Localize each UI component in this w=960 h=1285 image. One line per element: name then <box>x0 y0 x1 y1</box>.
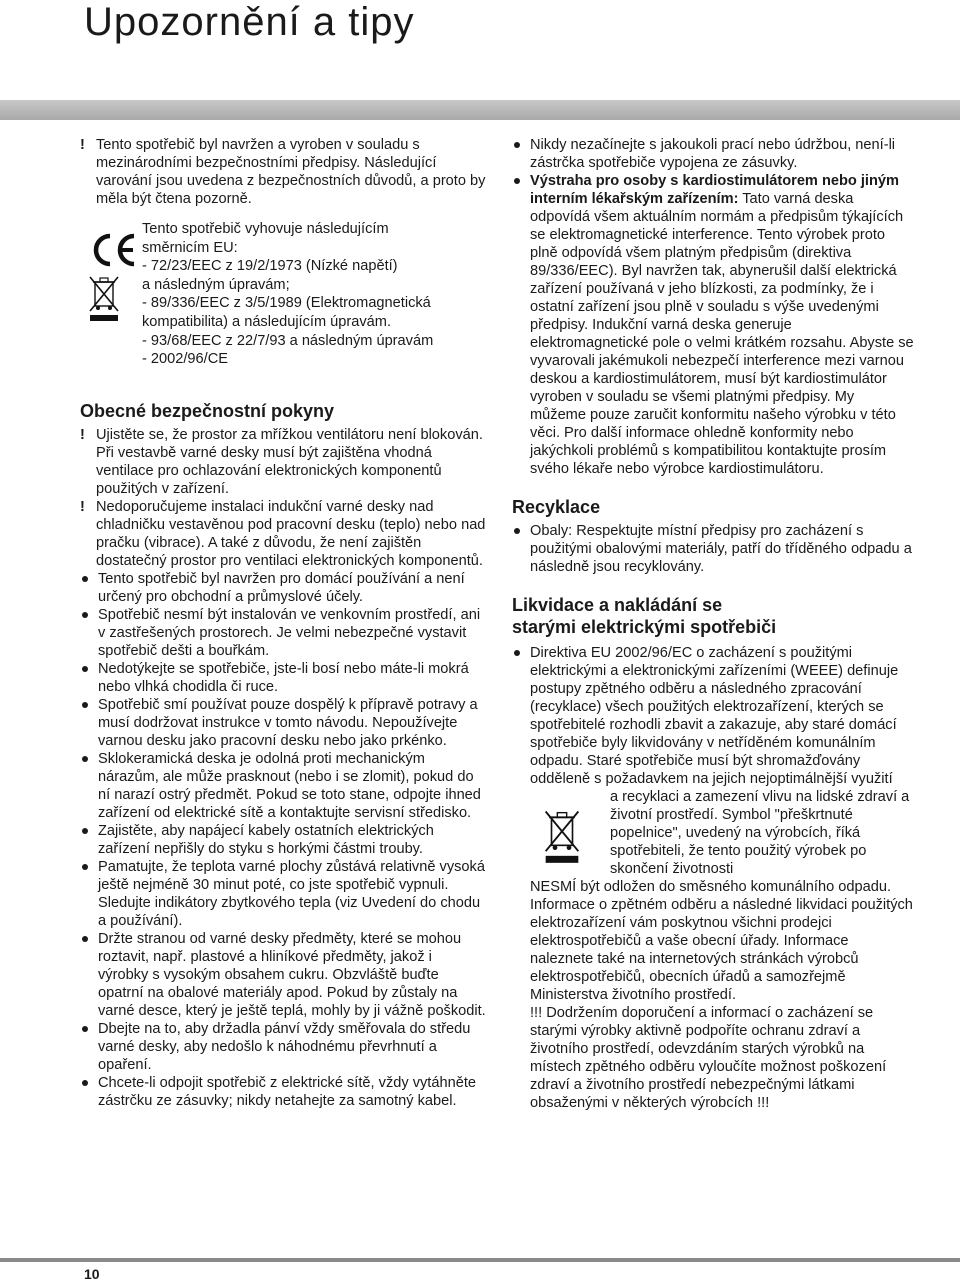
ce-line: Tento spotřebič vyhovuje následujícím <box>142 221 389 237</box>
weee-advice-paragraph: !!! Dodržením doporučení a informací o zacházení se starými výrobky aktivně podpoříte ochranu zdraví a životního prostředí, odevzdáním starých výrobků na místech zpětného odběru vyloučíte možnost poškození zdraví a životního prostředí nebezpečnými látkami obsaženými v některých výrobcích !!! <box>530 1005 887 1111</box>
bullet-icon <box>514 650 520 656</box>
bullet-icon <box>514 528 520 534</box>
bullet-icon <box>82 864 88 870</box>
list-item-text <box>530 172 914 478</box>
list-item-text: Chcete-li odpojit spotřebič z elektrické sítě, vždy vytáhněte zástrčku ze zásuvky; nikdy netahejte za samotný kabel. <box>98 1075 476 1109</box>
list-item-text: Tento spotřebič byl navržen pro domácí používání a není určený pro obchodní a průmyslové účely. <box>98 571 465 605</box>
bullet-icon <box>82 756 88 762</box>
ce-line: - 93/68/EEC z 22/7/93 a následným úpravám <box>142 332 434 349</box>
general-safety-heading: Obecné bezpečnostní pokyny <box>80 401 335 421</box>
list-item-text: Obaly: Respektujte místní předpisy pro zacházení s použitými obalovými materiály, patří do tříděného odpadu a následně jsou recyklovány. <box>530 523 912 575</box>
disposal-heading <box>512 594 914 638</box>
ce-line: - 89/336/EEC z 3/5/1989 (Elektromagnetická <box>142 295 431 312</box>
weee-continued-text: NESMÍ být odložen do směsného komunálního odpadu. <box>530 879 892 895</box>
warning-text: Nedoporučujeme instalaci indukční varné desky nad chladničku vestavěnou pod pracovní desku (teplo) nebo nad pračku (vibrace). A také z důvodu, že není zajištěn dostatečný prostor pro ventilaci elektronických komponentů. <box>96 499 486 569</box>
list-item <box>80 570 486 606</box>
list-item <box>80 822 486 858</box>
list-item <box>80 750 486 822</box>
bullet-icon <box>82 702 88 708</box>
list-item-text: Nikdy nezačínejte s jakoukoli prací nebo údržbou, není-li zástrčka spotřebiče vypojena ze zásuvky. <box>530 137 896 171</box>
list-item <box>80 858 486 930</box>
title-divider-bar <box>0 100 960 120</box>
crossed-bin-icon <box>540 808 584 864</box>
list-item-text: Zajistěte, aby napájecí kabely ostatních elektrických zařízení nepřišly do styku s horkými částmi trouby. <box>98 823 434 857</box>
page-number: 10 <box>84 1266 100 1282</box>
warning-mark: ! <box>80 499 85 515</box>
crossed-bin-icon <box>86 274 122 322</box>
bullet-icon <box>82 828 88 834</box>
list-item <box>512 136 914 172</box>
bullet-icon <box>514 178 520 184</box>
right-column <box>512 136 914 1112</box>
weee-symbol-text: a recyklaci a zamezení vlivu na lidské zdraví a životní prostředí. Symbol "přeškrtnuté popelnice", uvedený na výrobcích, říká spotřebiteli, že tento použitý výrobek po skončení životnosti <box>610 789 910 877</box>
warning-mark: ! <box>80 137 85 153</box>
ce-line: - 72/23/EEC z 19/2/1973 (Nízké napětí) <box>142 258 398 275</box>
warning-item <box>80 426 486 498</box>
warning-text: Ujistěte se, že prostor za mřížkou ventilátoru není blokován. Při vestavbě varné desky musí být zajištěna vhodná ventilace pro ochlazování elektronických komponentů použitých v zařízení. <box>96 427 483 497</box>
left-column <box>80 136 486 1110</box>
list-item <box>512 172 914 478</box>
list-item <box>80 930 486 1020</box>
ce-line: - 2002/96/CE <box>142 351 228 368</box>
list-item-text: Spotřebič smí používat pouze dospělý k přípravě potravy a musí dodržovat instrukce v tomto návodu. Nepoužívejte varnou desku jako pracovní desku nebo jako prkénko. <box>98 697 478 749</box>
list-item-text: Nedotýkejte se spotřebiče, jste-li bosí nebo máte-li mokrá nebo vlhká chodidla či ruce. <box>98 661 469 695</box>
footer-divider <box>0 1258 960 1262</box>
pacemaker-warning-lead: Výstraha pro osoby s kardiostimulátorem nebo jiným interním lékařským zařízením: <box>530 173 899 207</box>
weee-block <box>512 788 914 1112</box>
list-item <box>80 606 486 660</box>
list-item <box>80 1020 486 1074</box>
list-item-text: Dbejte na to, aby držadla pánví vždy směřovala do středu varné desky, aby nedošlo k náhodnému převrhnutí a opaření. <box>98 1021 471 1073</box>
list-item <box>80 660 486 696</box>
disposal-heading-line: starými elektrickými spotřebiči <box>512 617 777 637</box>
list-item <box>512 644 914 788</box>
bullet-icon <box>82 666 88 672</box>
ce-line: a následným úpravám; <box>142 276 290 293</box>
list-item <box>80 696 486 750</box>
list-item-text: Držte stranou od varné desky předměty, které se mohou roztavit, např. plastové a hliníkové předměty, jakož i výrobky s vysokým obsahem cukru. Obzvláště buďte opatrní na obalové materiály apod. Pokud by zůstaly na varné desce, který je ještě teplá, mohly by ji vážně poškodit. <box>98 931 486 1019</box>
list-item <box>512 522 914 576</box>
ce-mark-icon <box>90 232 140 268</box>
bullet-icon <box>82 936 88 942</box>
list-item-text: Sklokeramická deska je odolná proti mechanickým nárazům, ale může prasknout (nebo i se zlomit), pokud do ní narazí ostrý předmět. Pokud se toto stane, odpojte ihned zařízení od elektrické sítě a kontaktujte servisní středisko. <box>98 751 481 821</box>
list-item-text: Direktiva EU 2002/96/EC o zacházení s použitými elektrickými a elektronickými zařízeními (WEEE) definuje postupy zpětného odběru a následného zpracování (recyklace) všech použitých elektrozařízení, kterých se spotřebitelé rozhodli zbavit a zakazuje, aby staré domácí spotřebiče byly likvidovány v netříděném komunálním odpadu. Staré spotřebiče musí být shromažďovány odděleně s požadavkem na jejich nejoptimálnější využití <box>530 645 899 787</box>
ce-line: kompatibilita) a následujícím úpravám. <box>142 313 392 330</box>
weee-info-paragraph: Informace o zpětném odběru a následné likvidaci použitých elektrozařízení vám poskytnou všichni prodejci elektrospotřebičů a vaše obecní úřady. Informace naleznete také na internetových stránkách výrobců elektrospotřebičů, obecních úřadů a samozřejmě Ministerstva životního prostředí. <box>530 897 913 1003</box>
recycling-heading: Recyklace <box>512 497 601 517</box>
bullet-icon <box>514 142 520 148</box>
warning-item <box>80 498 486 570</box>
page-title: Upozornění a tipy <box>84 0 415 44</box>
pacemaker-warning-text: Tato varná deska odpovídá všem aktuálním normám a předpisům týkajících se elektromagnetické interference. Tento výrobek proto plně odpovídá všem platným předpisům (direktiva 89/336/EEC). Byl navržen tak, abynerušil další elektrická zařízení používaná v jeho blízkosti, za podmínky, že i ostatní zařízení jsou plně v souladu s výše uvedenými předpisy. Indukční varná deska generuje elektromagnetické pole o velmi krátkém rozsahu. Abyste se vyvarovali jakémukoli nebezpečí interference mezi varnou deskou a kardiostimulátorem, musí být kardiostimulátor vyroben v souladu se všemi platnými předpisy. My můžeme pouze zaručit konformitu našeho výrobku v této věci. Pro další informace ohledně konformity nebo jakýchkoli problémů s kompatibilitou kontaktujte prosím svého lékaře nebo výrobce kardiostimulátoru. <box>530 191 914 477</box>
warning-mark: ! <box>80 427 85 443</box>
intro-text: Tento spotřebič byl navržen a vyroben v souladu s mezinárodními bezpečnostními předpisy. Následující varování jsou uvedena z bezpečnostních důvodů, a proto by měla být čtena pozorně. <box>96 137 486 207</box>
bullet-icon <box>82 612 88 618</box>
list-item-text: Spotřebič nesmí být instalován ve venkovním prostředí, ani v zastřešených prostorech. Je velmi nebezpečné vystavit spotřebič dešti a bouřkám. <box>98 607 481 659</box>
bullet-icon <box>82 1080 88 1086</box>
bullet-icon <box>82 1026 88 1032</box>
list-item-text: Pamatujte, že teplota varné plochy zůstává relativně vysoká ještě nejméně 30 minut poté, co jste spotřebič vypnuli. Sledujte indikátory zbytkového tepla (viz Uvedení do chodu a používání). <box>98 859 485 929</box>
ce-compliance-block <box>80 220 486 382</box>
disposal-heading-line: Likvidace a nakládání se <box>512 595 723 615</box>
bullet-icon <box>82 576 88 582</box>
list-item <box>80 1074 486 1110</box>
ce-line: směrnicím EU: <box>142 239 238 256</box>
intro-warning <box>80 136 486 208</box>
